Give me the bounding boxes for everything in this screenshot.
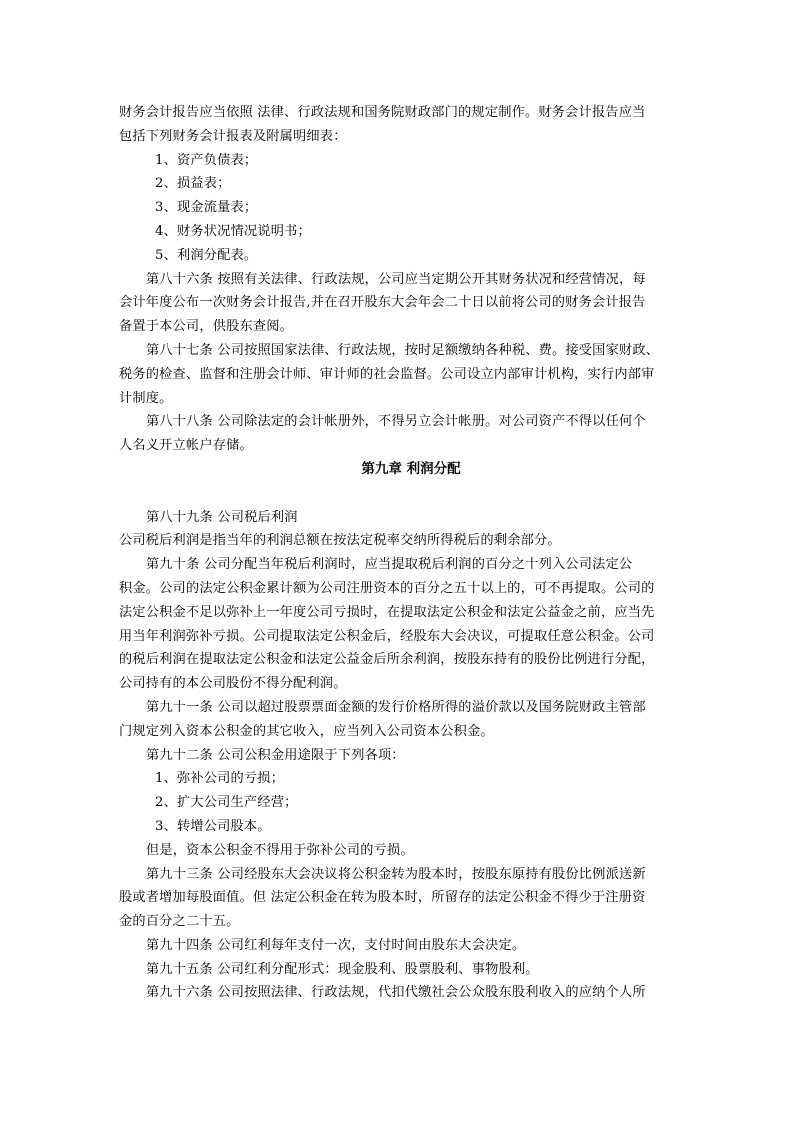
text-line: 税务的检查、监督和注册会计师、审计师的社会监督。公司设立内部审计机构，实行内部审: [119, 366, 655, 382]
text-line: 第八十七条 公司按照国家法律、行政法规，按时足额缴纳各种税、费。接受国家财政、: [146, 342, 660, 358]
text-line: 公司税后利润是指当年的利润总额在按法定税率交纳所得税后的剩余部分。: [119, 533, 561, 549]
text-line: 备置于本公司，供股东查阅。: [119, 319, 294, 335]
text-line: 第九十六条 公司按照法律、行政法规，代扣代缴社会公众股东股利收入的应纳个人所: [146, 985, 646, 1001]
text-line: 会计年度公布一次财务会计报告,并在召开股东大会年会二十日以前将公司的财务会计报告: [119, 295, 646, 311]
text-line: 1、弥补公司的亏损；: [155, 771, 285, 787]
text-line: 第八十九条 公司税后利润: [146, 509, 298, 525]
text-line: 第九十四条 公司红利每年支付一次，支付时间由股东大会决定。: [146, 937, 526, 953]
text-line: 第八十八条 公司除法定的会计帐册外，不得另立会计帐册。对公司资产不得以任何个: [146, 414, 646, 430]
text-line: 公司持有的本公司股份不得分配利润。: [119, 676, 347, 692]
text-line: 第九十二条 公司公积金用途限于下列各项：: [146, 747, 405, 763]
section-after-chapter: [119, 506, 679, 1006]
text-line: 3、转增公司股本。: [155, 818, 271, 834]
text-line: 门规定列入资本公积金的其它收入，应当列入公司资本公积金。: [119, 723, 494, 739]
text-line: 第九十三条 公司经股东大会决议将公积金转为股本时，按股东原持有股份比例派送新: [146, 866, 646, 882]
text-line: 包括下列财务会计报表及附属明细表：: [119, 128, 347, 144]
text-line: 财务会计报告应当依照 法律、行政法规和国务院财政部门的规定制作。财务会计报告应当: [119, 105, 646, 120]
text-line: 第八十六条 按照有关法律、行政法规，公司应当定期公开其财务状况和经营情况，每: [146, 271, 646, 287]
text-line: 2、扩大公司生产经营；: [155, 795, 298, 811]
text-line: 股或者增加每股面值。但 法定公积金在转为股本时，所留存的法定公积金不得少于注册资: [119, 890, 646, 906]
text-line: 积金。公司的法定公积金累计额为公司注册资本的百分之五十以上的，可不再提取。公司的: [119, 580, 655, 596]
text-line: 2、损益表；: [155, 176, 231, 192]
text-line: 人名义开立帐户存储。: [119, 438, 253, 454]
text-line: 3、现金流量表；: [155, 200, 258, 216]
text-line: 金的百分之二十五。: [119, 914, 240, 930]
text-line: 第九十一条 公司以超过股票票面金额的发行价格所得的溢价款以及国务院财政主管部: [146, 699, 646, 715]
text-line: 法定公积金不足以弥补上一年度公司亏损时，在提取法定公积金和法定公益金之前，应当先: [119, 604, 655, 620]
text-line: 4、财务状况情况说明书；: [155, 223, 311, 239]
text-line: 计制度。: [119, 390, 173, 406]
text-line: 1、资产负债表；: [155, 152, 258, 168]
text-line: 第九十条 公司分配当年税后利润时，应当提取税后利润的百分之十列入公司法定公: [146, 557, 633, 573]
text-line: 5、利润分配表。: [155, 247, 258, 263]
document-page: [119, 101, 679, 1005]
text-line: 用当年利润弥补亏损。公司提取法定公积金后，经股东大会决议，可提取任意公积金。公司: [119, 628, 655, 644]
text-line: 的税后利润在提取法定公积金和法定公益金后所余利润，按股东持有的股份比例进行分配，: [119, 652, 655, 668]
section-before-chapter: [119, 101, 679, 458]
chapter-heading: 第九章 利润分配: [361, 460, 461, 477]
text-line: 第九十五条 公司红利分配形式：现金股利、股票股利、事物股利。: [146, 961, 539, 977]
text-line: 但是，资本公积金不得用于弥补公司的亏损。: [146, 842, 414, 858]
